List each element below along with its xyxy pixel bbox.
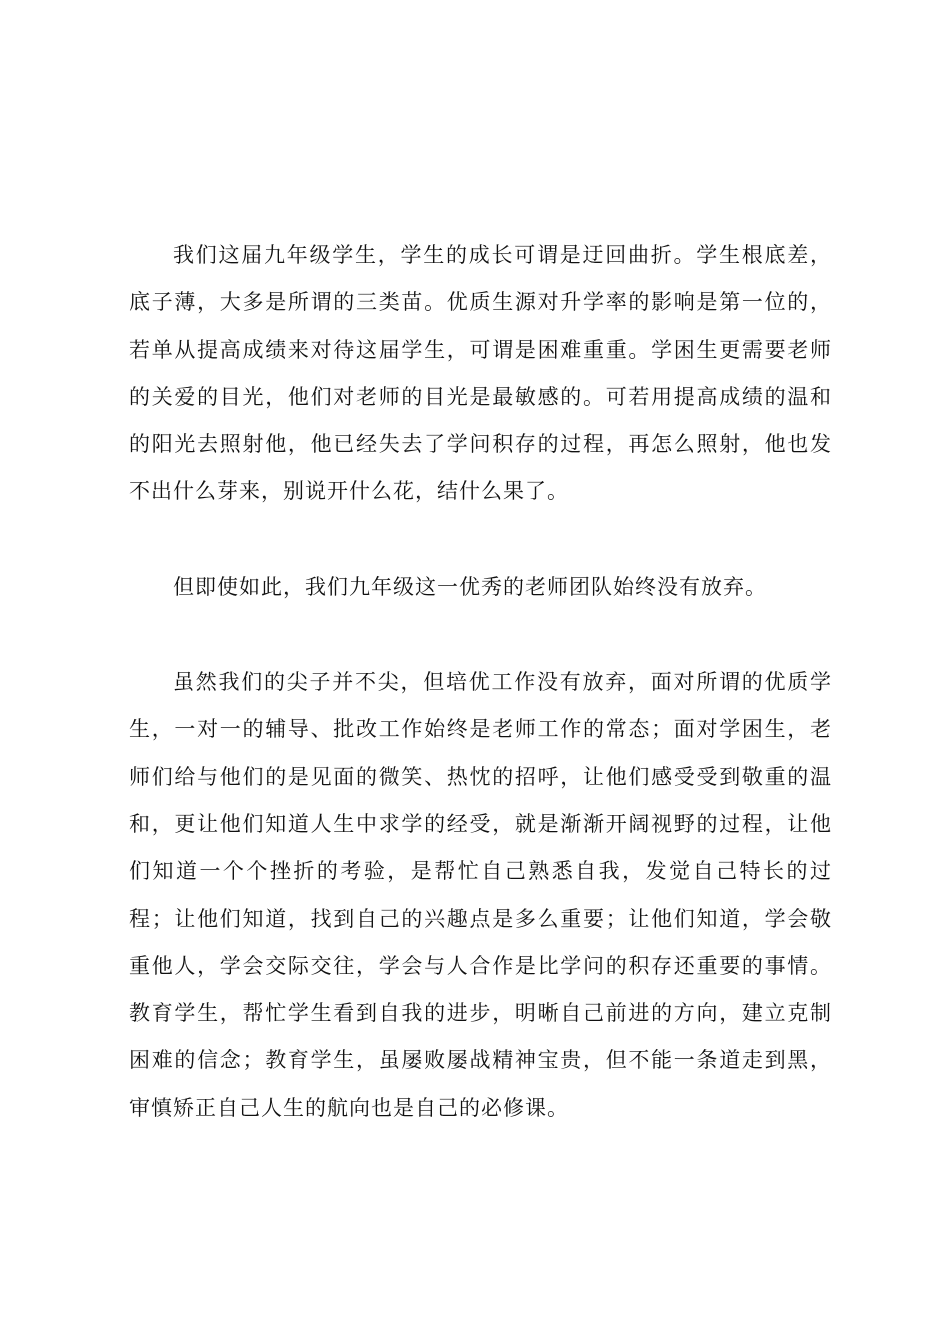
paragraph-3: 虽然我们的尖子并不尖，但培优工作没有放弃，面对所谓的优质学生，一对一的辅导、批改工作始终是老师工作的常态；面对学困生，老师们给与他们的是见面的微笑、热忱的招呼，让他们感受受到敬重的温和，更让他们知道人生中求学的经受，就是渐渐开阔视野的过程，让他们知道一个个挫折的考验，是帮忙自己熟悉自我，发觉自己特长的过程；让他们知道，找到自己的兴趣点是多么重要；让他们知道，学会敬重他人，学会交际交往，学会与人合作是比学问的积存还重要的事情。教育学生，帮忙学生看到自我的进步，明晰自己前进的方向，建立克制困难的信念；教育学生，虽屡败屡战精神宝贵，但不能一条道走到黑，审慎矫正自己人生的航向也是自己的必修课。 [129,670,832,1120]
paragraph-1: 我们这届九年级学生，学生的成长可谓是迂回曲折。学生根底差，底子薄，大多是所谓的三类苗。优质生源对升学率的影响是第一位的，若单从提高成绩来对待这届学生，可谓是困难重重。学困生更需要老师的关爱的目光，他们对老师的目光是最敏感的。可若用提高成绩的温和的阳光去照射他，他已经失去了学问积存的过程，再怎么照射，他也发不出什么芽来，别说开什么花，结什么果了。 [129,243,832,504]
document-body [129,232,832,1132]
paragraph-2: 但即使如此，我们九年级这一优秀的老师团队始终没有放弃。 [173,574,767,599]
paragraph-spacer [129,611,832,659]
paragraph-spacer [129,516,832,564]
